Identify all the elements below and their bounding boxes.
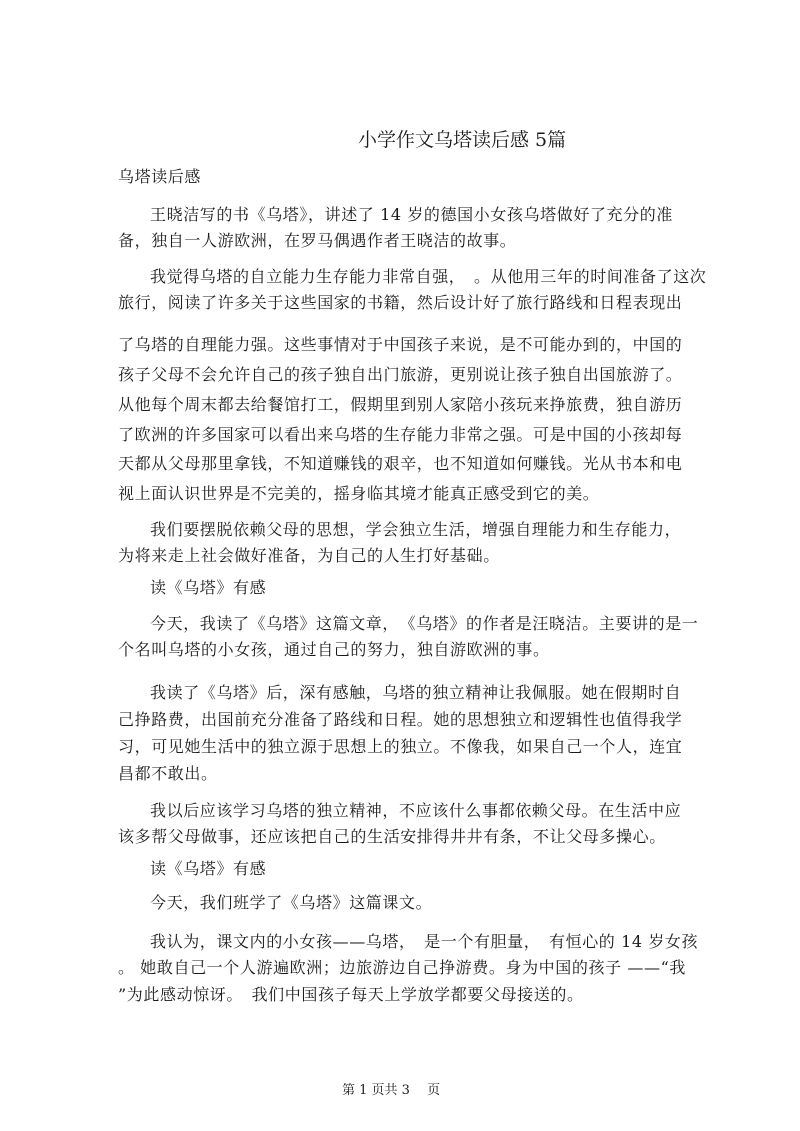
paragraph-line: 王晓洁写的书《乌塔》，讲述了 14 岁的德国小女孩乌塔做好了充分的准 bbox=[150, 205, 673, 224]
paragraph-line: 孩子父母不会允许自己的孩子独自出门旅游，更别说让孩子独自出国旅游了。 bbox=[118, 365, 683, 384]
paragraph-line: 天都从父母那里拿钱，不知道赚钱的艰辛，也不知道如何赚钱。光从书本和电 bbox=[118, 454, 683, 473]
paragraph-line: 视上面认识世界是不完美的，摇身临其境才能真正感受到它的美。 bbox=[118, 484, 600, 503]
page-indicator: 第 1 页共 3 页 bbox=[342, 1083, 441, 1098]
paragraph-line: 我觉得乌塔的自立能力生存能力非常自强， 。从他用三年的时间准备了这次 bbox=[150, 267, 707, 286]
section-heading: 乌塔读后感 bbox=[118, 167, 202, 186]
paragraph-line: 为将来走上社会做好准备，为自己的人生打好基础。 bbox=[118, 546, 500, 565]
paragraph-line: ”为此感动惊讶。 我们中国孩子每天上学放学都要父母接送的。 bbox=[118, 985, 584, 1004]
paragraph-line: 我以后应该学习乌塔的独立精神，不应该什么事都依赖父母。在生活中应 bbox=[150, 801, 682, 820]
paragraph-line: 我读了《乌塔》后，深有感触，乌塔的独立精神让我佩服。她在假期时自 bbox=[150, 683, 682, 702]
paragraph-line: 今天，我们班学了《乌塔》这篇课文。 bbox=[150, 893, 433, 912]
section-heading: 读《乌塔》有感 bbox=[150, 859, 267, 878]
paragraph-line: 该多帮父母做事，还应该把自己的生活安排得井井有条，不让父母多操心。 bbox=[118, 827, 666, 846]
paragraph-line: 旅行，阅读了许多关于这些国家的书籍，然后设计好了旅行路线和日程表现出 bbox=[118, 293, 683, 312]
paragraph-line: 个名叫乌塔的小女孩，通过自己的努力，独自游欧洲的事。 bbox=[118, 640, 550, 659]
section-heading: 读《乌塔》有感 bbox=[150, 578, 267, 597]
paragraph-line: 我们要摆脱依赖父母的思想，学会独立生活，增强自理能力和生存能力， bbox=[150, 520, 682, 539]
paragraph-line: 了欧洲的许多国家可以看出来乌塔的生存能力非常之强。可是中国的小孩却每 bbox=[118, 425, 683, 444]
paragraph-line: 习，可见她生活中的独立源于思想上的独立。不像我，如果自己一个人，连宜 bbox=[118, 737, 683, 756]
paragraph-line: 我认为，课文内的小女孩——乌塔， 是一个有胆量， 有恒心的 14 岁女孩 bbox=[150, 932, 699, 951]
document-title: 小学作文乌塔读后感 5篇 bbox=[358, 129, 567, 151]
paragraph-line: 备，独自一人游欧洲，在罗马偶遇作者王晓洁的故事。 bbox=[118, 231, 517, 250]
paragraph-line: 从他每个周末都去给餐馆打工，假期里到别人家陪小孩玩来挣旅费，独自游历 bbox=[118, 395, 683, 414]
paragraph-line: 昌都不敢出。 bbox=[118, 764, 218, 783]
paragraph-line: 己挣路费，出国前充分准备了路线和日程。她的思想独立和逻辑性也值得我学 bbox=[118, 710, 683, 729]
paragraph-line: 今天，我读了《乌塔》这篇文章， 《乌塔》的作者是汪晓洁。主要讲的是一 bbox=[150, 614, 699, 633]
paragraph-line: 了乌塔的自理能力强。这些事情对于中国孩子来说，是不可能办到的，中国的 bbox=[118, 335, 683, 354]
paragraph-line: 。 她敢自己一个人游遍欧洲；边旅游边自己挣游费。身为中国的孩子 ——“我 bbox=[118, 958, 686, 977]
